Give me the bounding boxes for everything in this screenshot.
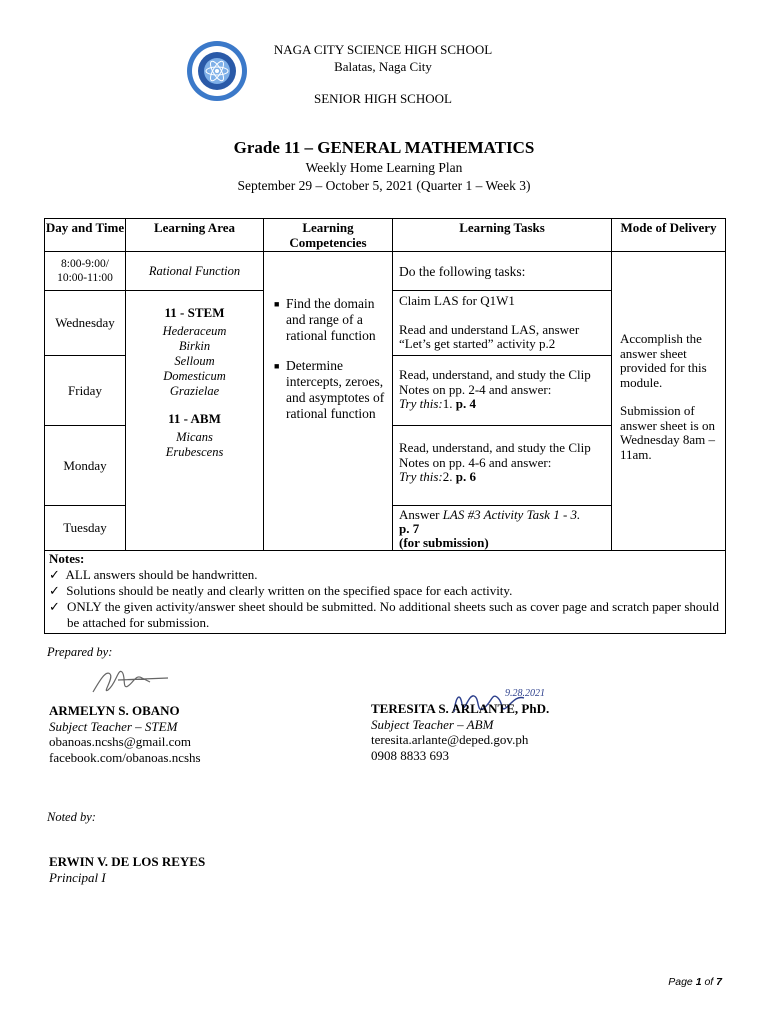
mode-submission: Submission of answer sheet is on Wednesday 8am – 11am. xyxy=(620,403,715,462)
table-row xyxy=(45,252,726,291)
list-item: ✓ ONLY the given activity/answer sheet should be submitted. No additional sheets such as cover page and scratch paper should be attached for submission. xyxy=(49,599,720,630)
list-item: ✓ ALL answers should be handwritten. xyxy=(49,567,258,582)
school-name: NAGA CITY SCIENCE HIGH SCHOOL xyxy=(273,42,493,57)
teacher1-block xyxy=(49,703,201,765)
day-cell: Wednesday xyxy=(45,291,126,356)
principal-block xyxy=(49,854,205,886)
header-learning-tasks: Learning Tasks xyxy=(393,219,612,252)
noted-by-label: Noted by: xyxy=(47,810,96,824)
list-item: ■ Determine intercepts, zeroes, and asymptotes of rational function xyxy=(274,358,385,421)
teacher1-email: obanoas.ncshs@gmail.com xyxy=(49,734,191,749)
competencies-list xyxy=(264,296,392,422)
learning-area-cell xyxy=(126,291,264,551)
principal-role: Principal I xyxy=(49,870,106,885)
prepared-by-label: Prepared by: xyxy=(47,645,113,659)
section-list: Micans Erubescens xyxy=(165,430,224,459)
document-title: Grade 11 – GENERAL MATHEMATICS xyxy=(233,138,535,157)
principal-name: ERWIN V. DE LOS REYES xyxy=(49,854,206,869)
task-cell: Claim LAS for Q1W1 Read and understand LAS, answer “Let’s get started” activity p.2 xyxy=(393,291,612,356)
page-number: Page 1 of 7 xyxy=(668,976,722,988)
teacher1-name: ARMELYN S. OBANO xyxy=(49,703,180,718)
task-cell: Read, understand, and study the Clip Notes on pp. 2-4 and answer: Try this:1. p. 4 xyxy=(393,356,612,426)
checkmark-icon: ✓ xyxy=(49,599,60,614)
header-learning-area: Learning Area xyxy=(126,219,264,252)
teacher1-social: facebook.com/obanoas.ncshs xyxy=(49,749,201,765)
notes-row xyxy=(45,551,726,634)
teacher2-block xyxy=(371,701,549,763)
checkmark-icon: ✓ xyxy=(49,583,60,598)
list-item: ✓ Solutions should be neatly and clearly written on the specified space for each activity. xyxy=(49,583,513,598)
school-division: SENIOR HIGH SCHOOL xyxy=(314,91,452,106)
teacher2-name: TERESITA S. ARLANTE, PhD. xyxy=(371,701,550,716)
strand-abm: 11 - ABM xyxy=(168,411,221,426)
school-logo xyxy=(184,40,250,102)
teacher1-role: Subject Teacher – STEM xyxy=(49,718,178,734)
day-cell: Tuesday xyxy=(45,506,126,551)
mode-instruction: Accomplish the answer sheet provided for this module. xyxy=(620,331,707,390)
list-item: ■ Find the domain and range of a rational function xyxy=(274,296,376,343)
tasks-intro: Do the following tasks: xyxy=(393,252,612,291)
task-cell: Answer LAS #3 Activity Task 1 - 3. p. 7 (for submission) xyxy=(393,506,612,551)
learning-plan-table xyxy=(44,218,726,634)
time-cell: 8:00-9:00/ 10:00-11:00 xyxy=(45,252,126,291)
teacher2-phone: 0908 8833 693 xyxy=(371,747,449,763)
document-subtitle: Weekly Home Learning Plan xyxy=(305,160,463,175)
header-day-time: Day and Time xyxy=(45,219,126,252)
school-address: Balatas, Naga City xyxy=(334,59,432,74)
section-list: Hederaceum Birkin Selloum Domesticum Grazielae xyxy=(162,324,227,398)
bullet-icon: ■ xyxy=(274,299,280,309)
document-dates: September 29 – October 5, 2021 (Quarter 1 – Week 3) xyxy=(237,178,531,193)
signature-date: 9.28.2021 xyxy=(505,688,545,699)
strand-stem: 11 - STEM xyxy=(164,305,225,320)
signature-teacher1 xyxy=(88,660,178,700)
day-cell: Monday xyxy=(45,426,126,506)
notes-label: Notes: xyxy=(49,551,85,566)
mode-cell xyxy=(612,252,726,551)
teacher2-role: Subject Teacher – ABM xyxy=(371,716,494,732)
teacher2-email: teresita.arlante@deped.gov.ph xyxy=(371,732,529,747)
task-cell: Read, understand, and study the Clip Notes on pp. 4-6 and answer: Try this:2. p. 6 xyxy=(393,426,612,506)
competencies-cell xyxy=(264,252,393,551)
notes-cell xyxy=(45,551,726,634)
checkmark-icon: ✓ xyxy=(49,567,60,582)
table-header-row xyxy=(45,219,726,252)
topic-cell: Rational Function xyxy=(126,252,264,291)
day-cell: Friday xyxy=(45,356,126,426)
bullet-icon: ■ xyxy=(274,361,280,371)
header-competencies: Learning Competencies xyxy=(264,219,393,252)
header-mode-of-delivery: Mode of Delivery xyxy=(612,219,726,252)
